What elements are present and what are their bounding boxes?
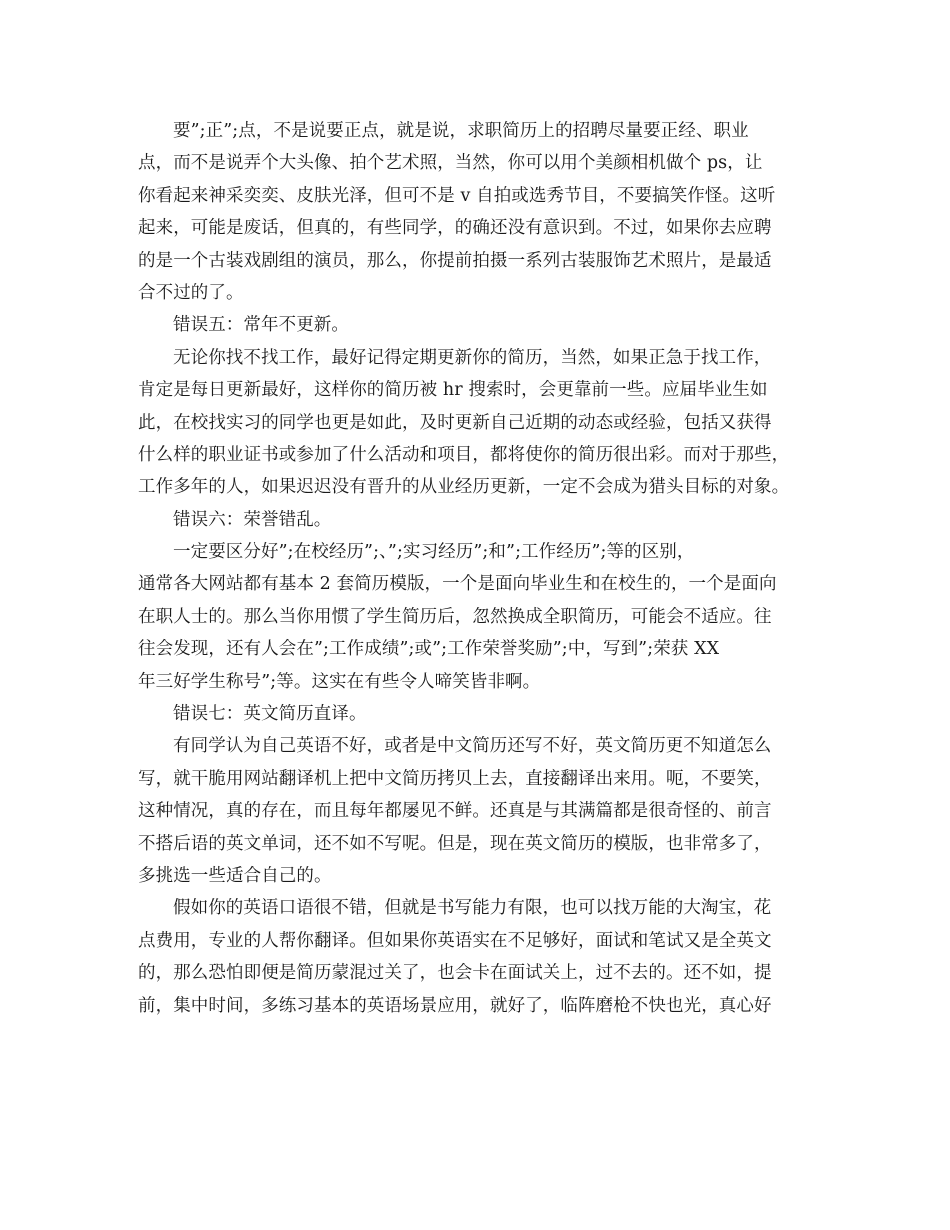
text-line: 写，就干脆用网站翻译机上把中文简历拷贝上去，直接翻译出来用。呃，不要笑， bbox=[138, 768, 772, 789]
text-line: 在职人士的。那么当你用惯了学生简历后，忽然换成全职简历，可能会不适应。往 bbox=[138, 606, 772, 627]
text-line: 你看起来神采奕奕、皮肤光泽，但可不是 v 自拍或选秀节目，不要搞笑作怪。这听 bbox=[138, 185, 776, 206]
text-line: 一定要区分好”;在校经历”;、”;实习经历”;和”;工作经历”;等的区别， bbox=[173, 542, 695, 563]
document-body bbox=[138, 115, 823, 1022]
text-line: 通常各大网站都有基本 2 套简历模版，一个是面向毕业生和在校生的，一个是面向 bbox=[138, 574, 777, 595]
text-line: 前，集中时间，多练习基本的英语场景应用，就好了，临阵磨枪不快也光，真心好 bbox=[138, 995, 772, 1016]
text-line: 错误七：英文简历直译。 bbox=[173, 704, 367, 725]
text-line: 工作多年的人，如果迟迟没有晋升的从业经历更新，一定不会成为猎头目标的对象。 bbox=[138, 477, 790, 498]
text-line: 此，在校找实习的同学也更是如此，及时更新自己近期的动态或经验，包括又获得 bbox=[138, 412, 772, 433]
text-line: 年三好学生称号”;等。这实在有些令人啼笑皆非啊。 bbox=[138, 671, 541, 692]
text-line: 起来，可能是废话，但真的，有些同学，的确还没有意识到。不过，如果你去应聘 bbox=[138, 218, 772, 239]
text-line: 无论你找不找工作，最好记得定期更新你的简历，当然，如果正急于找工作， bbox=[173, 347, 772, 368]
text-line: 什么样的职业证书或参加了什么活动和项目，都将使你的简历很出彩。而对于那些， bbox=[138, 444, 790, 465]
text-line: 的，那么恐怕即便是简历蒙混过关了，也会卡在面试关上，过不去的。还不如，提 bbox=[138, 963, 772, 984]
text-line: 假如你的英语口语很不错，但就是书写能力有限，也可以找万能的大淘宝，花 bbox=[173, 898, 772, 919]
text-line: 多挑选一些适合自己的。 bbox=[138, 865, 332, 886]
text-line: 要”;正”;点，不是说要正点，就是说，求职简历上的招聘尽量要正经、职业 bbox=[173, 121, 749, 141]
text-line: 错误六：荣誉错乱。 bbox=[173, 509, 332, 530]
text-line: 的是一个古装戏剧组的演员，那么，你提前拍摄一系列古装服饰艺术照片，是最适 bbox=[138, 250, 772, 271]
text-line: 肯定是每日更新最好，这样你的简历被 hr 搜索时，会更靠前一些。应届毕业生如 bbox=[138, 380, 768, 401]
text-line: 有同学认为自己英语不好，或者是中文简历还写不好，英文简历更不知道怎么 bbox=[173, 736, 772, 757]
text-line: 错误五：常年不更新。 bbox=[173, 315, 349, 336]
text-line: 点费用，专业的人帮你翻译。但如果你英语实在不足够好，面试和笔试又是全英文 bbox=[138, 930, 772, 951]
text-line: 不搭后语的英文单词，还不如不写呢。但是，现在英文简历的模版，也非常多了， bbox=[138, 833, 772, 854]
text-line: 点，而不是说弄个大头像、拍个艺术照，当然，你可以用个美颜相机做个 ps，让 bbox=[138, 153, 763, 174]
text-line: 这种情况，真的存在，而且每年都屡见不鲜。还真是与其满篇都是很奇怪的、前言 bbox=[138, 801, 772, 822]
text-line: 合不过的了。 bbox=[138, 282, 244, 303]
text-line: 往会发现，还有人会在”;工作成绩”;或”;工作荣誉奖励”;中，写到”;荣获 XX bbox=[138, 639, 720, 660]
